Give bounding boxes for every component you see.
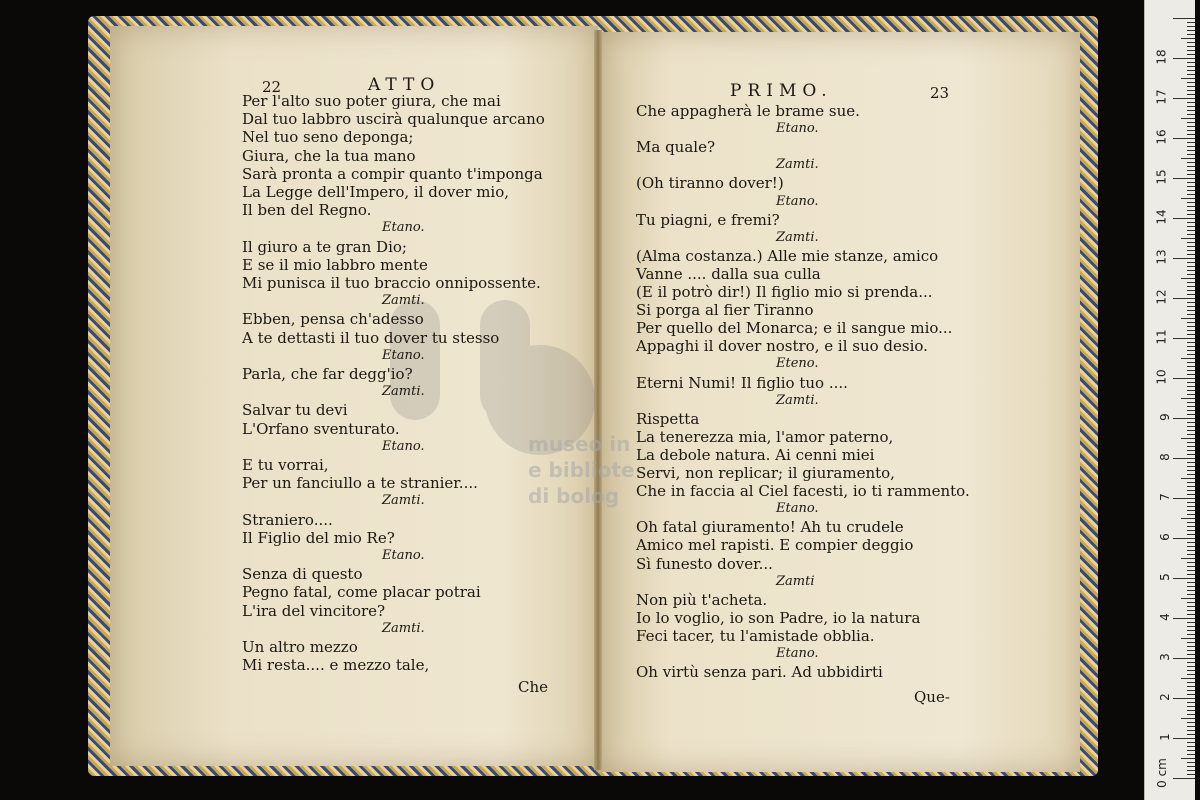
- ruler-number: 2: [1158, 693, 1173, 701]
- ruler-tick: [1187, 206, 1195, 207]
- ruler-tick: [1187, 166, 1195, 167]
- ruler-tick: [1187, 574, 1195, 575]
- ruler-tick: [1187, 90, 1195, 91]
- ruler-tick: [1181, 198, 1195, 199]
- verse-line: Dal tuo labbro uscirà qualunque arcano: [242, 110, 545, 129]
- ruler-tick: [1187, 214, 1195, 215]
- verse-line: Sarà pronta a compir quanto t'imponga: [242, 164, 543, 183]
- verse-line: Mi punisca il tuo braccio onnipossente.: [242, 274, 541, 292]
- left-page-number: 22: [262, 78, 282, 96]
- verse-line: La tenerezza mia, l'amor paterno,: [636, 427, 894, 446]
- ruler-tick: [1187, 422, 1195, 423]
- ruler-tick: [1187, 646, 1195, 647]
- verse-line: L'ira del vincitore?: [242, 601, 386, 620]
- ruler-tick: [1173, 138, 1195, 139]
- ruler-tick: [1187, 650, 1195, 651]
- ruler-tick: [1187, 286, 1195, 287]
- speaker-label: Zamti.: [382, 384, 425, 400]
- verse-line: Rispetta: [636, 409, 700, 428]
- ruler-tick: [1173, 18, 1195, 19]
- ruler-tick: [1187, 414, 1195, 415]
- ruler-tick: [1181, 398, 1195, 399]
- ruler-tick: [1187, 154, 1195, 155]
- ruler-tick: [1187, 326, 1195, 327]
- ruler-tick: [1187, 486, 1195, 487]
- ruler-tick: [1187, 186, 1195, 187]
- verse-line: Pegno fatal, come placar potrai: [242, 583, 481, 602]
- ruler-tick: [1187, 694, 1195, 695]
- ruler-tick: [1173, 578, 1195, 579]
- ruler-tick: [1187, 470, 1195, 471]
- ruler-tick: [1187, 42, 1195, 43]
- ruler-tick: [1187, 726, 1195, 727]
- verse-line: E se il mio labbro mente: [242, 255, 428, 274]
- ruler-tick: [1187, 682, 1195, 683]
- ruler-tick: [1187, 670, 1195, 671]
- ruler-tick: [1173, 418, 1195, 419]
- ruler-tick: [1187, 614, 1195, 615]
- ruler-tick: [1187, 346, 1195, 347]
- ruler-tick: [1187, 546, 1195, 547]
- ruler-number: 6: [1158, 533, 1173, 541]
- ruler-tick: [1187, 410, 1195, 411]
- ruler-tick: [1187, 202, 1195, 203]
- ruler-tick: [1187, 146, 1195, 147]
- verse-line: L'Orfano sventurato.: [242, 419, 400, 438]
- speaker-label: Zamti.: [382, 620, 425, 636]
- verse-line: Senza di questo: [242, 565, 363, 584]
- ruler-tick: [1173, 98, 1195, 99]
- ruler-tick: [1187, 170, 1195, 171]
- ruler-tick: [1187, 134, 1195, 135]
- speaker-label: Etano.: [776, 646, 819, 661]
- ruler-tick: [1181, 638, 1195, 639]
- ruler-tick: [1187, 82, 1195, 83]
- ruler-tick: [1187, 362, 1195, 363]
- ruler-tick: [1187, 602, 1195, 603]
- ruler-tick: [1187, 654, 1195, 655]
- ruler-number: 11: [1154, 329, 1169, 345]
- left-page-running-head: ATTO: [368, 75, 441, 95]
- verse-line: Servi, non replicar; il giuramento,: [636, 464, 895, 482]
- ruler-tick: [1187, 514, 1195, 515]
- ruler-tick: [1187, 194, 1195, 195]
- ruler-tick: [1173, 298, 1195, 299]
- ruler-tick: [1187, 502, 1195, 503]
- speaker-label: Etano.: [382, 548, 425, 563]
- ruler-tick: [1187, 62, 1195, 63]
- ruler-tick: [1187, 450, 1195, 451]
- ruler-tick: [1187, 126, 1195, 127]
- verse-line: Oh fatal giuramento! Ah tu crudele: [636, 518, 904, 537]
- verse-line: Ma quale?: [636, 138, 715, 157]
- measurement-ruler: [1144, 0, 1195, 800]
- ruler-number: 12: [1154, 289, 1169, 305]
- ruler-tick: [1187, 606, 1195, 607]
- ruler-tick: [1187, 234, 1195, 235]
- ruler-tick: [1187, 434, 1195, 435]
- ruler-tick: [1181, 678, 1195, 679]
- ruler-tick: [1187, 250, 1195, 251]
- ruler-number: 5: [1158, 573, 1173, 581]
- ruler-tick: [1187, 122, 1195, 123]
- verse-line: (E il potrò dir!) Il figlio mio si prenda...: [636, 283, 933, 301]
- ruler-tick: [1173, 338, 1195, 339]
- verse-line: Per quello del Monarca; e il sangue mio...: [636, 319, 953, 338]
- ruler-number: 13: [1154, 249, 1169, 265]
- speaker-label: Etano.: [382, 347, 425, 363]
- ruler-tick: [1187, 666, 1195, 667]
- ruler-tick: [1187, 674, 1195, 675]
- ruler-tick: [1181, 438, 1195, 439]
- ruler-tick: [1187, 562, 1195, 563]
- ruler-tick: [1181, 598, 1195, 599]
- verse-line: Per l'alto suo poter giura, che mai: [242, 92, 501, 110]
- verse-line: Non più t'acheta.: [636, 590, 768, 609]
- ruler-tick: [1181, 78, 1195, 79]
- ruler-tick: [1187, 190, 1195, 191]
- ruler-tick: [1187, 382, 1195, 383]
- ruler-tick: [1187, 710, 1195, 711]
- ruler-tick: [1187, 570, 1195, 571]
- ruler-tick: [1187, 102, 1195, 103]
- ruler-tick: [1173, 378, 1195, 379]
- ruler-tick: [1187, 386, 1195, 387]
- ruler-tick: [1187, 566, 1195, 567]
- ruler-tick: [1187, 274, 1195, 275]
- ruler-tick: [1187, 462, 1195, 463]
- speaker-label: Zamti.: [776, 157, 819, 173]
- ruler-tick: [1187, 130, 1195, 131]
- watermark-text-2: e bibliote: [528, 458, 635, 482]
- ruler-tick: [1187, 350, 1195, 351]
- verse-line: Amico mel rapisti. E compier deggio: [636, 536, 914, 555]
- verse-line: Eterni Numi! Il figlio tuo ....: [636, 373, 848, 392]
- ruler-tick: [1181, 238, 1195, 239]
- ruler-tick: [1187, 714, 1195, 715]
- ruler-tick: [1187, 302, 1195, 303]
- ruler-tick: [1187, 182, 1195, 183]
- ruler-tick: [1187, 730, 1195, 731]
- ruler-tick: [1181, 38, 1195, 39]
- verse-line: Oh virtù senza pari. Ad ubbidirti: [636, 663, 883, 682]
- ruler-tick: [1187, 610, 1195, 611]
- ruler-tick: [1187, 746, 1195, 747]
- speaker-label: Zamti.: [776, 229, 819, 245]
- speaker-label: Etano.: [382, 220, 425, 236]
- ruler-tick: [1187, 106, 1195, 107]
- verse-line: Sì funesto dover...: [636, 554, 773, 573]
- ruler-tick: [1187, 306, 1195, 307]
- verse-line: La debole natura. Ai cenni miei: [636, 445, 875, 464]
- ruler-number: 1: [1158, 733, 1173, 741]
- ruler-tick: [1181, 158, 1195, 159]
- ruler-tick: [1181, 278, 1195, 279]
- verse-line: Per un fanciullo a te stranier....: [242, 474, 478, 493]
- ruler-tick: [1187, 702, 1195, 703]
- ruler-tick: [1187, 522, 1195, 523]
- ruler-tick: [1187, 442, 1195, 443]
- ruler-tick: [1187, 354, 1195, 355]
- ruler-tick: [1187, 322, 1195, 323]
- speaker-label: Eteno.: [776, 356, 819, 372]
- ruler-tick: [1187, 426, 1195, 427]
- ruler-tick: [1187, 774, 1195, 775]
- ruler-tick: [1187, 530, 1195, 531]
- ruler-number: 18: [1154, 49, 1169, 65]
- ruler-tick: [1187, 494, 1195, 495]
- ruler-tick: [1187, 222, 1195, 223]
- book-gutter: [594, 30, 602, 770]
- ruler-tick: [1187, 550, 1195, 551]
- ruler-unit-label: 0 cm: [1155, 758, 1170, 788]
- ruler-tick: [1187, 634, 1195, 635]
- speaker-label: Zamti.: [382, 493, 425, 509]
- ruler-tick: [1187, 22, 1195, 23]
- speaker-label: Etano.: [776, 501, 819, 517]
- ruler-tick: [1187, 46, 1195, 47]
- verse-line: Straniero....: [242, 510, 333, 529]
- verse-line: Giura, che la tua mano: [242, 146, 416, 165]
- ruler-tick: [1187, 270, 1195, 271]
- ruler-tick: [1187, 50, 1195, 51]
- ruler-tick: [1187, 374, 1195, 375]
- ruler-tick: [1173, 778, 1195, 779]
- speaker-label: Etano.: [776, 121, 819, 137]
- verse-line: A te dettasti il tuo dover tu stesso: [242, 328, 500, 347]
- ruler-tick: [1187, 30, 1195, 31]
- ruler-tick: [1187, 762, 1195, 763]
- ruler-number: 17: [1154, 89, 1169, 105]
- ruler-tick: [1173, 698, 1195, 699]
- ruler-tick: [1187, 290, 1195, 291]
- ruler-tick: [1187, 230, 1195, 231]
- ruler-tick: [1187, 482, 1195, 483]
- verse-line: Io lo voglio, io son Padre, io la natura: [636, 608, 921, 627]
- ruler-tick: [1187, 142, 1195, 143]
- ruler-tick: [1187, 26, 1195, 27]
- ruler-number: 16: [1154, 129, 1169, 145]
- ruler-number: 14: [1154, 209, 1169, 225]
- ruler-tick: [1187, 402, 1195, 403]
- ruler-tick: [1187, 266, 1195, 267]
- ruler-tick: [1187, 754, 1195, 755]
- ruler-tick: [1187, 314, 1195, 315]
- ruler-tick: [1187, 110, 1195, 111]
- ruler-tick: [1181, 518, 1195, 519]
- verse-line: Mi resta.... e mezzo tale,: [242, 656, 430, 675]
- ruler-tick: [1187, 474, 1195, 475]
- ruler-tick: [1187, 622, 1195, 623]
- ruler-tick: [1173, 498, 1195, 499]
- ruler-tick: [1187, 282, 1195, 283]
- ruler-tick: [1187, 526, 1195, 527]
- ruler-tick: [1187, 626, 1195, 627]
- verse-line: E tu vorrai,: [242, 456, 329, 474]
- ruler-tick: [1187, 506, 1195, 507]
- ruler-tick: [1187, 490, 1195, 491]
- ruler-tick: [1187, 542, 1195, 543]
- verse-line: Salvar tu devi: [242, 401, 348, 420]
- verse-line: Che appagherà le brame sue.: [636, 102, 860, 120]
- ruler-tick: [1187, 86, 1195, 87]
- watermark-text-3: di bolog: [528, 484, 620, 508]
- ruler-tick: [1187, 150, 1195, 151]
- ruler-tick: [1173, 738, 1195, 739]
- verse-line: Tu piagni, e fremi?: [636, 210, 780, 229]
- verse-line: Nel tuo seno deponga;: [242, 128, 414, 147]
- ruler-tick: [1187, 690, 1195, 691]
- speaker-label: Zamti.: [382, 293, 425, 309]
- ruler-tick: [1187, 510, 1195, 511]
- ruler-tick: [1187, 430, 1195, 431]
- ruler-tick: [1187, 406, 1195, 407]
- ruler-tick: [1187, 554, 1195, 555]
- ruler-tick: [1173, 618, 1195, 619]
- ruler-tick: [1187, 446, 1195, 447]
- verse-line: Vanne .... dalla sua culla: [636, 264, 821, 283]
- speaker-label: Zamti.: [776, 392, 819, 408]
- ruler-tick: [1181, 758, 1195, 759]
- ruler-tick: [1187, 334, 1195, 335]
- ruler-tick: [1187, 742, 1195, 743]
- ruler-tick: [1187, 114, 1195, 115]
- ruler-tick: [1187, 262, 1195, 263]
- ruler-tick: [1187, 246, 1195, 247]
- speaker-label: Zamti: [776, 573, 815, 589]
- ruler-tick: [1187, 66, 1195, 67]
- ruler-number: 7: [1158, 493, 1173, 501]
- ruler-tick: [1187, 630, 1195, 631]
- ruler-tick: [1187, 750, 1195, 751]
- ruler-tick: [1187, 662, 1195, 663]
- ruler-tick: [1173, 218, 1195, 219]
- ruler-number: 4: [1158, 613, 1173, 621]
- verse-line: Il giuro a te gran Dio;: [242, 237, 407, 256]
- ruler-tick: [1187, 226, 1195, 227]
- verse-line: (Alma costanza.) Alle mie stanze, amico: [636, 246, 939, 265]
- right-page-number: 23: [930, 84, 950, 102]
- ruler-tick: [1187, 210, 1195, 211]
- speaker-label: Etano.: [382, 438, 425, 454]
- ruler-tick: [1187, 330, 1195, 331]
- verse-line: Il Figlio del mio Re?: [242, 528, 395, 547]
- ruler-tick: [1181, 718, 1195, 719]
- speaker-label: Etano.: [776, 193, 819, 209]
- ruler-tick: [1181, 358, 1195, 359]
- ruler-tick: [1187, 34, 1195, 35]
- ruler-tick: [1187, 162, 1195, 163]
- left-page-catchword: Che: [518, 678, 549, 696]
- verse-line: (Oh tiranno dover!): [636, 174, 784, 193]
- ruler-number: 9: [1158, 413, 1173, 421]
- ruler-tick: [1173, 258, 1195, 259]
- verse-line: Che in faccia al Ciel facesti, io ti rammento.: [636, 482, 970, 501]
- watermark-text-1: museo in: [528, 432, 631, 456]
- ruler-tick: [1187, 54, 1195, 55]
- verse-line: Il ben del Regno.: [242, 201, 372, 220]
- ruler-tick: [1187, 722, 1195, 723]
- ruler-tick: [1187, 70, 1195, 71]
- ruler-number: 8: [1158, 453, 1173, 461]
- ruler-tick: [1187, 342, 1195, 343]
- ruler-tick: [1173, 658, 1195, 659]
- ruler-tick: [1187, 642, 1195, 643]
- ruler-tick: [1187, 590, 1195, 591]
- ruler-tick: [1187, 734, 1195, 735]
- ruler-number: 15: [1154, 169, 1169, 185]
- ruler-tick: [1187, 770, 1195, 771]
- verse-line: La Legge dell'Impero, il dover mio,: [242, 183, 510, 201]
- ruler-tick: [1187, 370, 1195, 371]
- ruler-tick: [1187, 582, 1195, 583]
- ruler-tick: [1187, 174, 1195, 175]
- ruler-tick: [1187, 706, 1195, 707]
- ruler-tick: [1187, 94, 1195, 95]
- ruler-tick: [1173, 458, 1195, 459]
- ruler-tick: [1173, 58, 1195, 59]
- ruler-tick: [1187, 534, 1195, 535]
- ruler-tick: [1187, 74, 1195, 75]
- ruler-tick: [1181, 478, 1195, 479]
- ruler-tick: [1187, 454, 1195, 455]
- ruler-tick: [1187, 310, 1195, 311]
- right-page-catchword: Que-: [914, 688, 950, 706]
- ruler-tick: [1187, 254, 1195, 255]
- right-page-running-head: PRIMO.: [730, 81, 833, 101]
- ruler-number: 10: [1154, 369, 1169, 385]
- ruler-tick: [1173, 178, 1195, 179]
- ruler-tick: [1187, 242, 1195, 243]
- ruler-tick: [1181, 558, 1195, 559]
- ruler-tick: [1181, 318, 1195, 319]
- ruler-tick: [1187, 766, 1195, 767]
- ruler-tick: [1187, 390, 1195, 391]
- ruler-tick: [1187, 394, 1195, 395]
- verse-line: Ebben, pensa ch'adesso: [242, 310, 424, 329]
- ruler-tick: [1187, 366, 1195, 367]
- ruler-tick: [1181, 118, 1195, 119]
- verse-line: Si porga al fier Tiranno: [636, 301, 814, 320]
- ruler-tick: [1187, 686, 1195, 687]
- ruler-tick: [1187, 466, 1195, 467]
- ruler-tick: [1187, 586, 1195, 587]
- ruler-tick: [1173, 538, 1195, 539]
- ruler-tick: [1187, 594, 1195, 595]
- verse-line: Feci tacer, tu l'amistade obblia.: [636, 626, 875, 645]
- verse-line: Appaghi il dover nostro, e il suo desio.: [636, 337, 928, 356]
- verse-line: Un altro mezzo: [242, 638, 358, 656]
- ruler-number: 3: [1158, 653, 1173, 661]
- ruler-tick: [1187, 294, 1195, 295]
- verse-line: Parla, che far degg'io?: [242, 365, 413, 383]
